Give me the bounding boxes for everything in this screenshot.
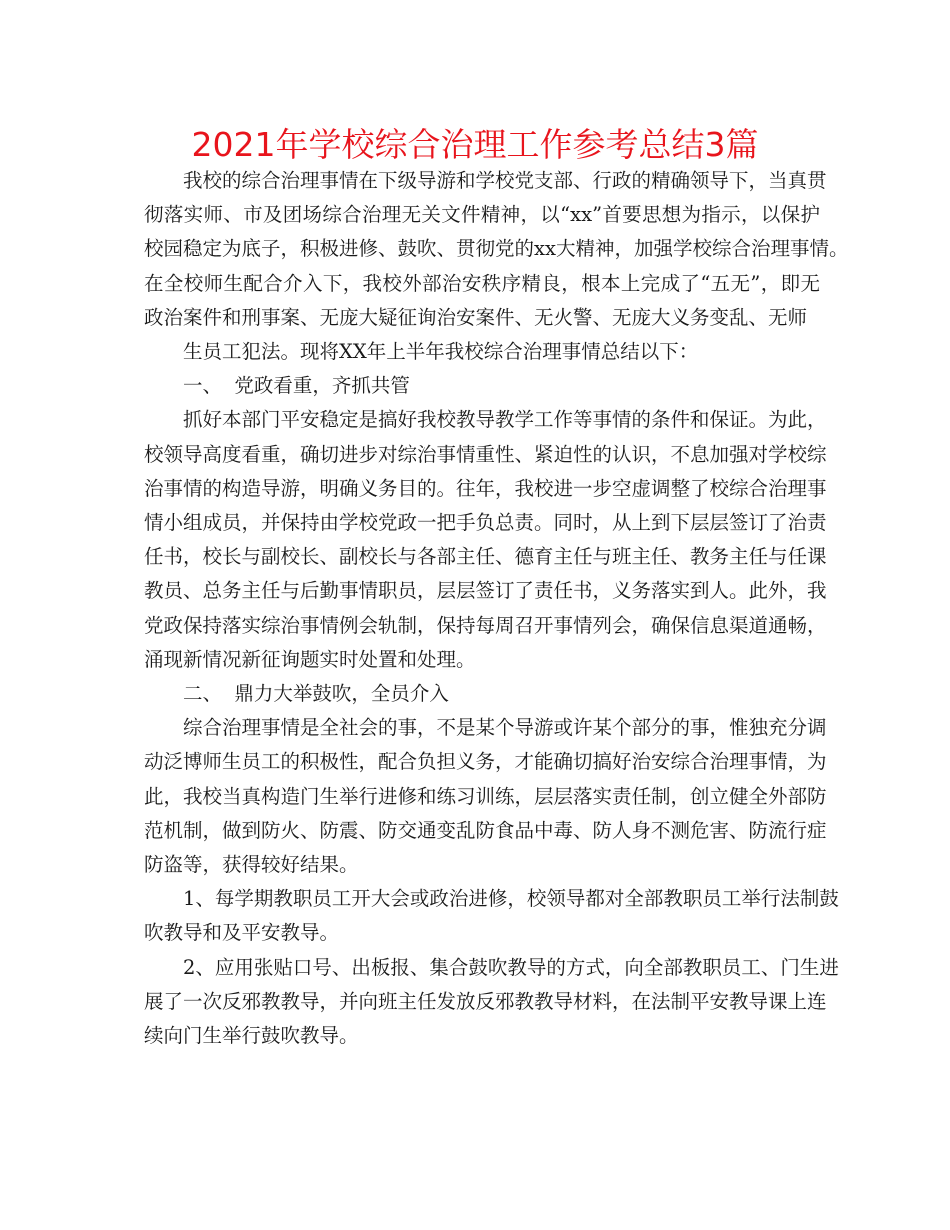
paragraph-line: 此，我校当真构造门生举行进修和练习训练，层层落实责任制，创立健全外部防 <box>144 784 827 808</box>
section-heading-text: 一、 党政看重，齐抓共管 <box>183 374 410 398</box>
paragraph-line: 校园稳定为底子，积极进修、鼓吹、贯彻党的xx大精神，加强学校综合治理事情。 <box>144 237 849 261</box>
paragraph-line: 防盗等，获得较好结果。 <box>144 853 359 877</box>
paragraph-intro <box>144 164 849 335</box>
paragraph-line: 治事情的构造导游，明确义务目的。往年，我校进一步空虚调整了校综合治理事 <box>144 476 827 500</box>
paragraph-line: 续向门生举行鼓吹教导。 <box>144 1024 359 1048</box>
paragraph-line: 涌现新情况新征询题实时处置和处理。 <box>144 647 476 671</box>
paragraph-line: 在全校师生配合介入下，我校外部治安秩序精良，根本上完成了“五无”，即无 <box>144 271 820 295</box>
paragraph-line: 任书，校长与副校长、副校长与各部主任、德育主任与班主任、教务主任与任课 <box>144 545 827 569</box>
paragraph-section-1 <box>144 403 827 677</box>
paragraph-line: 范机制，做到防火、防震、防交通变乱防食品中毒、防人身不测危害、防流行症 <box>144 818 827 842</box>
paragraph-line: 政治案件和刑事案、无庞大疑征询治安案件、无火警、无庞大义务变乱、无师 <box>144 305 808 329</box>
paragraph-section-2 <box>144 711 827 882</box>
paragraph-line: 吹教导和及平安教导。 <box>144 921 340 945</box>
paragraph-item-2 <box>144 951 839 1054</box>
paragraph-line: 彻落实师、市及团场综合治理无关文件精神，以“xx”首要思想为指示，以保护 <box>144 203 820 227</box>
paragraph-line: 抓好本部门平安稳定是搞好我校教导教学工作等事情的条件和保证。为此， <box>183 408 827 432</box>
paragraph-line: 2、应用张贴口号、出板报、集合鼓吹教导的方式，向全部教职员工、门生进 <box>183 955 839 979</box>
document-title: 2021年学校综合治理工作参考总结3篇 <box>191 125 759 164</box>
paragraph-line: 党政保持落实综治事情例会轨制，保持每周召开事情列会，确保信息渠道通畅， <box>144 613 827 637</box>
paragraph-line: 我校的综合治理事情在下级导游和学校党支部、行政的精确领导下，当真贯 <box>183 169 827 192</box>
paragraph-line: 展了一次反邪教教导，并向班主任发放反邪教教导材料，在法制平安教导课上连 <box>144 989 827 1013</box>
paragraph-item-1 <box>144 882 839 950</box>
paragraph-line: 情小组成员，并保持由学校党政一把手负总责。同时，从上到下层层签订了治责 <box>144 511 827 535</box>
document-body <box>144 164 849 1053</box>
paragraph-line: 综合治理事情是全社会的事，不是某个导游或许某个部分的事，惟独充分调 <box>183 716 827 740</box>
paragraph-line: 动泛博师生员工的积极性，配合负担义务，才能确切搞好治安综合治理事情，为 <box>144 750 827 774</box>
paragraph-line: 生员工犯法。现将XX年上半年我校综合治理事情总结以下： <box>183 340 699 364</box>
paragraph-line: 教员、总务主任与后勤事情职员，层层签订了责任书，义务落实到人。此外，我 <box>144 579 827 603</box>
section-heading-2 <box>144 677 820 711</box>
section-heading-text: 二、 鼎力大举鼓吹，全员介入 <box>183 682 449 706</box>
paragraph-line: 1、每学期教职员工开大会或政治进修，校领导都对全部教职员工举行法制鼓 <box>183 887 839 911</box>
section-heading-1 <box>144 369 820 403</box>
paragraph-line: 校领导高度看重，确切进步对综治事情重性、紧迫性的认识，不息加强对学校综 <box>144 442 827 466</box>
paragraph-summary <box>144 335 820 369</box>
